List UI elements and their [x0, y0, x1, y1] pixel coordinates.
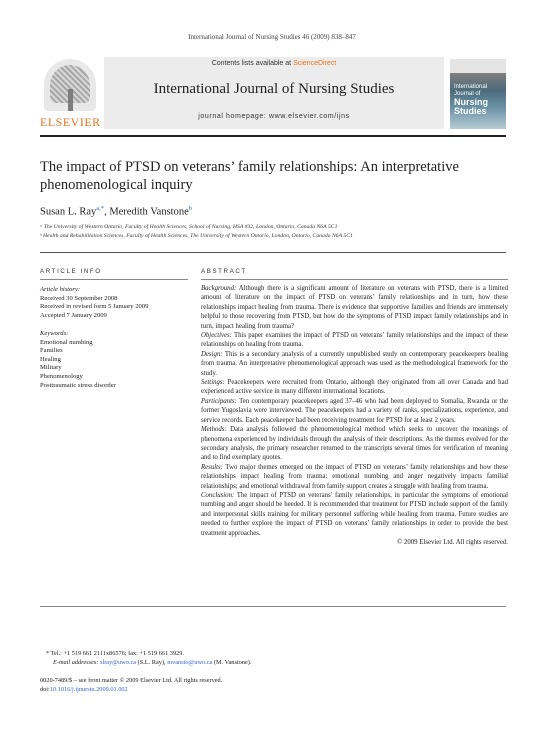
abstract-heading: ABSTRACT [201, 268, 247, 275]
elsevier-logo [40, 57, 100, 129]
affiliation-a: ᵃ The University of Western Ontario, Faculty of Health Sciences, School of Nursing, HSA #32, London, Ontario, Canada N6A 5C1 [40, 224, 338, 230]
keywords-label: Keywords: [40, 330, 69, 337]
email-link-1[interactable]: slray@uwo.ca [100, 659, 137, 666]
cover-band [450, 59, 506, 73]
author-1[interactable]: Susan L. Ray [40, 206, 97, 218]
abstract-text: Data analysis followed the phenomenological method which seeks to uncover the meanings of phenomena experienced by individuals through the analysis of their descriptions. As the themes evolved for the secondary analysis, the primary researcher returned to the transcripts several times for verification of meaning and to find exemplary quotes. [201, 426, 508, 462]
doi-line [40, 686, 500, 695]
keyword: Emotional numbing [40, 338, 93, 346]
abstract-label: Objectives: [201, 332, 232, 340]
footnote-star: * [46, 650, 50, 657]
header-rule [40, 135, 506, 137]
abstract-label: Participants: [201, 397, 237, 405]
abstract-text: This is a secondary analysis of a currently unpublished study on contemporary peacekeepers healing from trauma. An interpretative phenomenological approach was used as the methodological framework for the study. [201, 350, 508, 377]
history-received: Received 30 September 2008 [40, 294, 118, 302]
cover-text [454, 84, 504, 116]
abstract-settings [201, 378, 508, 397]
abstract-text: Two major themes emerged on the impact of PTSD on veterans’ family relationships and how these relationships impact healing from trauma: emotional numbing and anger negatively impacts familial relationships; and emotional withdrawal from family support creates a struggle with healing from trauma. [201, 463, 508, 490]
abstract-background [201, 284, 508, 331]
cover-big-text: Nursing Studies [454, 97, 489, 116]
elsevier-tree-icon [44, 59, 96, 111]
email-label: E-mail addresses: [53, 659, 99, 666]
cover-small-text: International Journal of [454, 84, 488, 97]
abstract-results [201, 463, 508, 491]
journal-homepage [104, 113, 444, 120]
abstract-methods [201, 425, 508, 463]
publisher-name: ELSEVIER [40, 115, 101, 129]
affiliation-b: ᵇ Health and Rehabilitation Sciences, Faculty of Health Sciences, The University of Western Ontario, London, Ontario, Canada N6A 5C1 [40, 233, 353, 239]
doi-link[interactable]: 10.1016/j.ijnurstu.2009.01.002 [49, 686, 128, 693]
abstract-label: Background: [201, 285, 237, 292]
footnote-contact: Tel.: +1 519 661 2111x86576; fax: +1 519 661 3929. [49, 650, 184, 657]
article-info-heading: ARTICLE INFO [40, 268, 102, 275]
abstract-label: Methods: [201, 426, 227, 434]
doi-prefix: doi: [40, 686, 50, 693]
history-accepted: Accepted 7 January 2009 [40, 311, 107, 319]
abstract-design [201, 350, 508, 378]
journal-cover [450, 59, 506, 129]
abstract-conclusion [201, 491, 508, 538]
journal-title: International Journal of Nursing Studies [153, 81, 395, 97]
abstract-text: Although there is a significant amount of literature on veterans with PTSD, there is a limited amount of literature on the impact of PTSD on veterans’ family relationships and in turn, how these relationships impact healing from trauma. There is evidence that supportive families and friends are immensely helpful to those recovering from PTSD, but how do the symptoms of PTSD impact family relationships and in turn, impact healing from trauma? [201, 285, 508, 330]
abstract-label: Design: [201, 350, 223, 358]
email-owner-2: (M. Vanstone). [212, 659, 252, 666]
sciencedirect-link[interactable]: ScienceDirect [293, 60, 337, 67]
abstract-body [201, 284, 508, 547]
footnote-rule [40, 606, 506, 607]
abstract-label: Conclusion: [201, 491, 235, 499]
history-revised: Received in revised form 5 January 2009 [40, 303, 149, 311]
running-head: International Journal of Nursing Studies 46 (2009) 838–847 [188, 33, 356, 41]
abstract-rule [201, 279, 508, 280]
abstract-objectives [201, 331, 508, 350]
history-label: Article history: [40, 286, 81, 293]
email-footnote [53, 659, 513, 668]
article-title: The impact of PTSD on veterans’ family relationships: An interpretative phenomenological inquiry [40, 159, 459, 193]
homepage-link[interactable]: www.elsevier.com/ijns [269, 113, 350, 120]
email-owner-1: (S.L. Ray), [136, 659, 168, 666]
abstract-text: Peacekeepers were recruited from Ontario, although they originated from all over Canada and had experienced active service in many different international locations. [201, 379, 508, 396]
keyword: Phenomenology [40, 372, 83, 380]
contents-prefix: Contents lists available at [211, 60, 294, 67]
homepage-prefix: journal homepage: [198, 113, 270, 120]
corresponding-author-footnote [46, 650, 506, 659]
author-2-affiliation[interactable]: b [188, 205, 192, 212]
abstract-text: This paper examines the impact of PTSD on veterans’ family relationships and the impact of these relationships on healing from trauma. [201, 332, 508, 349]
contents-line [104, 60, 444, 67]
author-separator: , [104, 206, 110, 218]
abstract-text: Ten contemporary peacekeepers aged 37–46 who had been deployed to Somalia, Rwanda or the former Yugoslavia were interviewed. The peacekeepers had a variety of ranks, specializations, experience, and service records. Each peacekeeper had been receiving treatment for PTSD for at least 2 years. [201, 397, 508, 424]
abstract-text: The impact of PTSD on veterans’ family relationships, in particular the symptoms of emotional numbing and anger should be heeded. It is recommended that treatment for PTSD include support of the family and interpersonal skills training for military personnel suffering while healing from trauma. Future studies are needed to further explore the impact of PTSD on veterans’ family relationships in order to provide the best treatment approaches. [201, 491, 508, 537]
keyword: Families [40, 347, 63, 355]
keyword: Posttraumatic stress disorder [40, 381, 116, 389]
abstract-label: Settings: [201, 379, 225, 387]
keyword: Military [40, 364, 62, 372]
author-1-affiliation[interactable]: a,* [96, 205, 105, 212]
authors [40, 205, 192, 218]
email-link-2[interactable]: mvansto@uwo.ca [167, 659, 213, 666]
copyright-notice: © 2009 Elsevier Ltd. All rights reserved. [397, 538, 508, 546]
journal-banner [104, 57, 444, 129]
journal-header [40, 57, 506, 132]
abstract-participants [201, 397, 508, 425]
keywords [40, 330, 190, 390]
abstract-label: Results: [201, 463, 223, 471]
affiliation-rule [40, 252, 506, 253]
keyword: Healing [40, 355, 61, 363]
article-info-rule [40, 279, 188, 280]
author-2[interactable]: Meredith Vanstone [109, 206, 189, 218]
issn-line: 0020-7489/$ – see front matter © 2009 Elsevier Ltd. All rights reserved. [40, 677, 223, 684]
article-history [40, 286, 190, 320]
